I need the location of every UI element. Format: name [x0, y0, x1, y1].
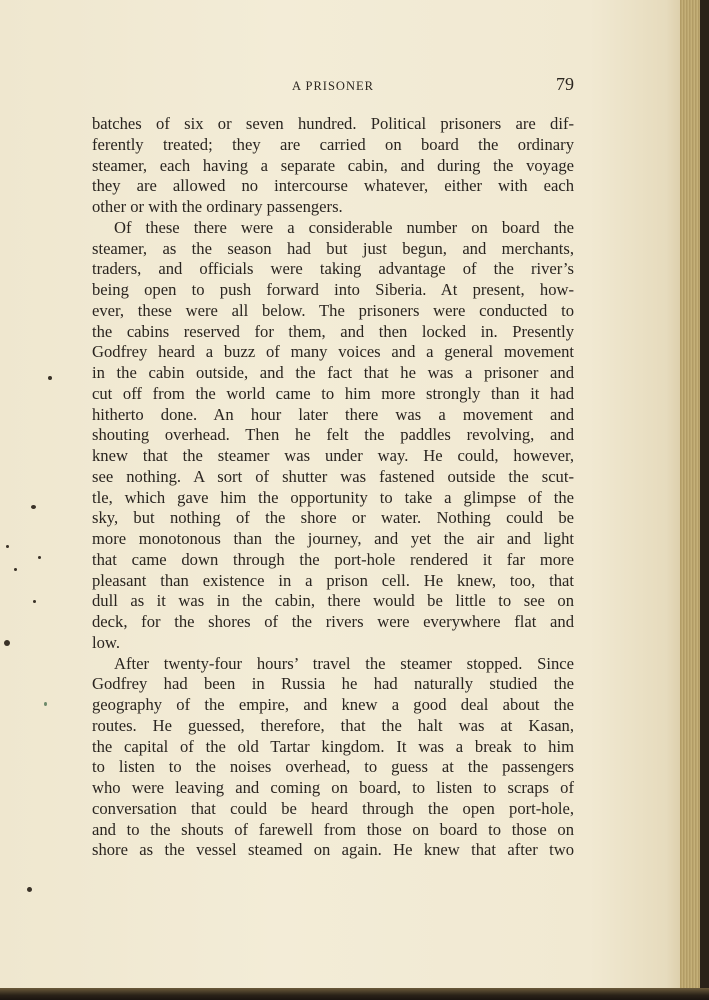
scan-speck: [31, 505, 36, 509]
text-line: ferently treated; they are carried on board the ordinary: [92, 134, 574, 154]
text-line: batches of six or seven hundred. Political prisoners are dif-: [92, 114, 574, 133]
scan-speck: [4, 640, 10, 646]
text-line: hitherto done. An hour later there was a movement and: [92, 404, 574, 424]
scan-speck: [38, 556, 41, 559]
text-line: tle, which gave him the opportunity to take a glimpse of the: [92, 487, 574, 507]
text-line: traders, and officials were taking advantage of the river’s: [92, 259, 574, 279]
text-line: After twenty-four hours’ travel the steamer stopped. Since: [114, 653, 574, 673]
scan-speck: [48, 376, 52, 380]
scan-speck: [33, 600, 36, 603]
text-line: conversation that could be heard through the open port-hole,: [92, 798, 574, 818]
text-line: more monotonous than the journey, and yet the air and light: [92, 529, 574, 548]
text-line: Of these there were a considerable number on board the: [114, 217, 574, 237]
text-line: being open to push forward into Siberia. At present, how-: [92, 280, 574, 299]
text-line: to listen to the noises overhead, to guess at the passengers: [92, 757, 574, 777]
text-line: see nothing. A sort of shutter was fastened outside the scut-: [92, 466, 574, 486]
bottom-edge: [0, 988, 709, 1000]
text-line: and to the shouts of farewell from those on board to those on: [92, 819, 574, 839]
text-line: steamer, each having a separate cabin, and during the voyage: [92, 155, 574, 175]
text-line: low.: [92, 632, 120, 652]
scan-speck: [14, 568, 17, 571]
scan-speck: [44, 702, 47, 706]
scan-speck: [27, 887, 32, 892]
text-line: the capital of the old Tartar kingdom. It was a break to him: [92, 736, 574, 756]
text-line: Godfrey heard a buzz of many voices and a general movement: [92, 342, 574, 362]
text-line: routes. He guessed, therefore, that the halt was at Kasan,: [92, 715, 574, 735]
running-head: A PRISONER: [292, 79, 374, 93]
text-line: steamer, as the season had but just begun, and merchants,: [92, 238, 574, 258]
book-cover-edge: [700, 0, 709, 1000]
text-line: dull as it was in the cabin, there would be little to see on: [92, 591, 574, 611]
text-line: pleasant than existence in a prison cell. He knew, too, that: [92, 570, 574, 590]
text-line: in the cabin outside, and the fact that he was a prisoner and: [92, 363, 574, 382]
text-line: ever, these were all below. The prisoners were conducted to: [92, 300, 574, 320]
text-line: deck, for the shores of the rivers were everywhere flat and: [92, 612, 574, 631]
text-line: that came down through the port-hole rendered it far more: [92, 549, 574, 569]
scan-speck: [6, 545, 9, 548]
page-number: 79: [556, 74, 574, 94]
text-line: knew that the steamer was under way. He could, however,: [92, 446, 574, 465]
text-line: the cabins reserved for them, and then locked in. Presently: [92, 321, 574, 341]
text-line: Godfrey had been in Russia he had naturally studied the: [92, 674, 574, 694]
page-header: [92, 74, 574, 98]
text-line: cut off from the world came to him more strongly than it had: [92, 383, 574, 403]
text-line: geography of the empire, and knew a good deal about the: [92, 695, 574, 714]
text-line: shore as the vessel steamed on again. He knew that after two: [92, 840, 574, 860]
text-line: shouting overhead. Then he felt the paddles revolving, and: [92, 425, 574, 445]
text-line: sky, but nothing of the shore or water. Nothing could be: [92, 508, 574, 528]
body-text: [92, 114, 574, 861]
text-line: other or with the ordinary passengers.: [92, 197, 343, 216]
text-line: who were leaving and coming on board, to listen to scraps of: [92, 778, 574, 797]
text-line: they are allowed no intercourse whatever, either with each: [92, 176, 574, 196]
